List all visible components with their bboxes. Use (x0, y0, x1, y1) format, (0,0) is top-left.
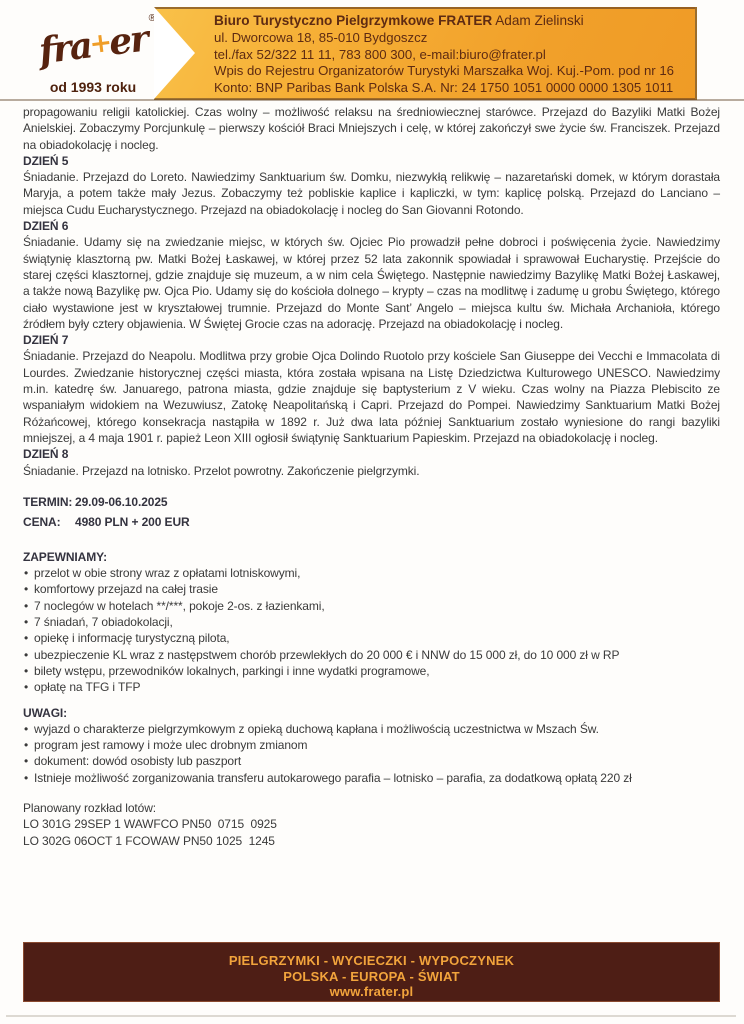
list-item-text: 7 śniadań, 7 obiadokolacji, (34, 615, 173, 630)
uwagi-title: UWAGI: (23, 705, 68, 720)
day-5-text: – miejsca Cudu Eucharystycznego. Przejazd na obiadokolację i nocleg do (23, 186, 720, 217)
day-5-text: . Nawiedzimy Sanktuarium św. Domku, niezwykłą relikwię – nazaretański domek, w którym dorastała Maryja, a potem także mały Jezus. Zobaczymy też pobliskie kaplice i kapliczki, w tym: kaplicę polską. Przejazd do (23, 170, 721, 201)
list-item (23, 565, 720, 581)
footer-website: www.frater.pl (329, 984, 414, 999)
day-6-title: DZIEŃ 6 (23, 219, 69, 234)
day-6-paragraph (23, 234, 720, 332)
day-5-place-san-giovanni: San Giovanni Rotondo. (401, 202, 524, 217)
list-item (23, 663, 720, 679)
cena-value: 4980 PLN + 200 EUR (75, 514, 190, 529)
registered-trademark-icon: ® (148, 13, 156, 24)
agency-owner: Adam Zielinski (492, 13, 584, 28)
list-item (23, 647, 720, 663)
day-5-place-lanciano: Lanciano (660, 186, 708, 201)
zapewniamy-section (23, 549, 720, 696)
footer-services-line: PIELGRZYMKI - WYCIECZKI - WYPOCZYNEK (228, 953, 515, 968)
header-divider-line (0, 99, 744, 101)
logo-tagline: od 1993 roku (49, 79, 137, 95)
list-item (23, 770, 720, 786)
agency-name: Biuro Turystyczno Pielgrzymkowe FRATER (214, 13, 493, 28)
list-item-text: opiekę i informację turystyczną pilota, (34, 631, 230, 646)
footer-regions-line: POLSKA - EUROPA - ŚWIAT (283, 968, 460, 984)
list-item (23, 721, 720, 737)
banner-arrow-shape (154, 7, 195, 99)
day-5-paragraph (23, 169, 720, 218)
terms-block (23, 492, 720, 532)
itinerary-content (23, 104, 720, 849)
logo-text-fra: fra (36, 24, 94, 73)
day-8-text: Śniadanie. Przejazd na lotnisko. Przelot powrotny. Zakończenie pielgrzymki. (23, 463, 420, 478)
list-item (23, 614, 720, 630)
list-item-text: ubezpieczenie KL wraz z następstwem chorób przewlekłych do 20 000 € i NNW do 15 000 zł, do 10 000 zł w RP (34, 647, 620, 662)
list-item (23, 630, 720, 646)
list-item-text: przelot w obie strony wraz z opłatami lotniskowymi, (34, 566, 301, 581)
scan-artifact-line (6, 1015, 736, 1017)
day-7-text: Śniadanie. Przejazd do (23, 349, 149, 364)
list-item-text: bilety wstępu, przewodników lokalnych, parkingi i inne wydatki programowe, (34, 663, 430, 678)
day-7-place-neapol: Neapolu. (148, 349, 196, 364)
agency-name-line (214, 13, 674, 30)
day-7-text: . Nawiedzimy Sanktuarium Matki Bożej Różańcowej, którego konsekracja nastąpiła w 1892 r. Już dwa lata później Sanktuarium zostało wyniesione do rangi bazyliki mniejszej, a 4 maja 1901 r. papież Leon XIII ogłosił świątynię Sanktuarium Papieskim. Przejazd na obiadokolację i nocleg. (23, 398, 720, 445)
flight-schedule-title: Planowany rozkład lotów: (23, 800, 157, 815)
list-item-text: dokument: dowód osobisty lub paszport (34, 754, 242, 769)
day-8-title: DZIEŃ 8 (23, 447, 69, 462)
day-5-text: Śniadanie. Przejazd do (23, 170, 151, 185)
list-item-text: komfortowy przejazd na całej trasie (34, 582, 218, 597)
agency-contact-block (214, 13, 674, 97)
list-item (23, 753, 720, 769)
letterhead-header (0, 0, 744, 102)
agency-phone-email: tel./fax 52/322 11 11, 783 800 300, e-mail:biuro@frater.pl (214, 46, 546, 62)
list-item-text: wyjazd o charakterze pielgrzymkowym z opieką duchową kapłana i możliwością uczestnictwa w Mszach Św. (34, 721, 599, 736)
frater-logo-wordmark (32, 17, 154, 73)
day-7-place-pompei: Pompei (467, 398, 508, 413)
agency-bank-account: Konto: BNP Paribas Bank Polska S.A. Nr: 24 1750 1051 0000 0000 1305 1011 (214, 80, 674, 96)
cena-row (23, 512, 720, 532)
termin-label: TERMIN: (23, 494, 73, 509)
list-item (23, 737, 720, 753)
termin-row (23, 492, 720, 512)
day-6-text: Śniadanie. Udamy się na zwiedzanie miejsc, w których św. Ojciec Pio prowadził pełne dobroci i poświęcenia życie. Nawiedzimy świątynię klasztorną pw. Matki Bożej Łaskawej, w której przez 52 lata zakonnik spowiadał i sprawował Eucharystię. Przejście do starej części klasztornej, gdzie znajduje się muzeum, a w nim cela Świętego. Następnie nawiedzimy Bazylikę Matki Bożej Łaskawej, a także nową Bazylikę pw. Ojca Pio. Udamy się do kościoła dolnego – krypty – czas na modlitwę i zadumę u grobu Świętego, którego ciało wystawione jest w kryształowej trumnie. Przejazd do (23, 235, 720, 315)
uwagi-section (23, 705, 720, 786)
list-item-text: 7 noclegów w hotelach **/***, pokoje 2-os. z łazienkami, (34, 598, 325, 613)
list-item (23, 679, 720, 695)
agency-registry-entry: Wpis do Rejestru Organizatorów Turystyki Marszałka Woj. Kuj.-Pom. pod nr 16 (214, 63, 675, 79)
list-item-text: Istnieje możliwość zorganizowania transferu autokarowego parafia – lotnisko – parafia, za dodatkową opłatą 220 zł (34, 770, 632, 785)
day-7-text: Modlitwa przy grobie Ojca Dolindo Ruotolo przy kościele San Giuseppe dei Vecchi e Immacolata di Lourdes. Zwiedzanie historycznej części miasta, która została wpisana na Listę Dziedzictwa Kulturowego UNESCO. Nawiedzimy m.in. katedrę św. Januarego, patrona miasta, gdzie znajduje się baptysterium z V wieku. Czas wolny na Piazza Plebiscito ze wspaniałym widokiem na Wezuwiusz, Zatokę Neapolitańską i Capri. Przejazd do (23, 349, 720, 413)
day-5-title: DZIEŃ 5 (23, 153, 69, 168)
day-6-text: – miejsca kultu św. Michała Archanioła, którego źródłem były cztery objawienia. W Świętej Grocie czas na adorację. Przejazd na obiadokolację i nocleg. (23, 300, 720, 331)
footer-banner (23, 942, 720, 1002)
intro-paragraph: propagowaniu religii katolickiej. Czas wolny – możliwość relaksu na średniowiecznej starówce. Przejazd do Bazyliki Matki Bożej Anielskiej. Zobaczymy Porcjunkulę – pierwszy kościół Braci Mniejszych i celę, w której zakończył swe życie św. Franciszek. Przejazd na obiadokolację i nocleg. (23, 105, 720, 152)
cross-icon: + (87, 27, 112, 61)
agency-address: ul. Dworcowa 18, 85-010 Bydgoszcz (214, 29, 428, 45)
flight-schedule (23, 800, 720, 849)
list-item-text: opłatę na TFG i TFP (34, 680, 141, 695)
day-6-place-monte-sant-angelo: Monte Sant’ Angelo (346, 300, 454, 315)
list-item-text: program jest ramowy i może ulec drobnym zmianom (34, 738, 308, 753)
day-7-paragraph (23, 348, 720, 446)
list-item (23, 598, 720, 614)
flight-row-return: LO 302G 06OCT 1 FCOWAW PN50 1025 1245 (23, 833, 275, 848)
day-7-title: DZIEŃ 7 (23, 333, 69, 348)
zapewniamy-title: ZAPEWNIAMY: (23, 549, 108, 564)
day-8-paragraph (23, 463, 720, 479)
uwagi-list (23, 721, 720, 786)
day-5-place-loreto: Loreto (150, 170, 184, 185)
logo-text-er: er (106, 17, 150, 64)
cena-label: CENA: (23, 514, 61, 529)
zapewniamy-list (23, 565, 720, 695)
flight-row-outbound: LO 301G 29SEP 1 WAWFCO PN50 0715 0925 (23, 817, 277, 832)
termin-value: 29.09-06.10.2025 (75, 494, 168, 509)
frater-logo (28, 8, 158, 98)
list-item (23, 581, 720, 597)
